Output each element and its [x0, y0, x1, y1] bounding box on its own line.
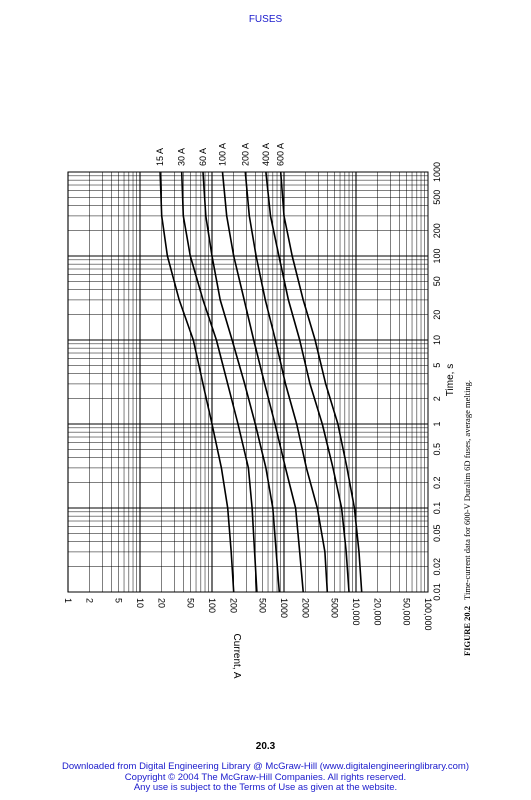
current-tick-label: 50,000: [401, 598, 412, 626]
series-label: 100 A: [217, 142, 228, 166]
current-tick-label: 2000: [300, 598, 311, 619]
time-tick-label: 0.05: [432, 524, 442, 543]
fuse-curve: [182, 172, 257, 592]
current-tick-label: 5: [113, 598, 124, 604]
time-axis-label: Time, s: [445, 363, 456, 397]
time-tick-label: 2: [432, 396, 442, 402]
time-tick-label: 0.2: [432, 476, 442, 489]
current-tick-label: 1: [63, 598, 73, 604]
series-label: 30 A: [176, 147, 187, 166]
current-tick-label: 500: [257, 598, 268, 614]
time-tick-labels: [432, 162, 442, 601]
current-tick-label: 100: [207, 598, 217, 614]
time-tick-label: 500: [432, 189, 442, 205]
current-tick-labels: [63, 598, 433, 631]
series-label: 400 A: [260, 142, 271, 166]
footer-terms-line: Any use is subject to the Terms of Use as given at the website.: [133, 782, 398, 793]
page-number: 20.3: [255, 741, 276, 752]
time-tick-label: 0.1: [432, 501, 442, 515]
time-tick-label: 0.5: [432, 443, 442, 456]
current-tick-label: 50: [185, 598, 196, 609]
fuse-curve: [160, 172, 234, 592]
time-tick-label: 1: [432, 421, 442, 427]
time-tick-label: 0.01: [432, 583, 442, 601]
time-tick-label: 10: [432, 334, 442, 346]
current-tick-label: 100,000: [423, 598, 433, 631]
series-label: 15 A: [155, 147, 166, 166]
current-tick-label: 200: [228, 598, 239, 614]
time-tick-label: 50: [432, 276, 442, 287]
series-label: 60 A: [198, 147, 209, 166]
current-tick-label: 20,000: [372, 598, 383, 626]
current-tick-label: 10: [135, 598, 145, 609]
time-tick-label: 200: [432, 223, 442, 239]
series-label: 200 A: [240, 142, 251, 166]
chart-grid: [68, 172, 428, 592]
time-tick-label: 5: [432, 362, 442, 368]
time-tick-label: 20: [432, 309, 442, 320]
current-tick-label: 5000: [329, 598, 340, 619]
figure-caption-text: Time-current data for 600-V Duralim 6D fuses, average melting.: [462, 379, 472, 600]
time-tick-label: 1000: [432, 161, 442, 183]
figure-caption: [462, 380, 472, 656]
fuse-curve: [266, 172, 349, 592]
footer-download-line: Downloaded from Digital Engineering Library @ McGraw-Hill (www.digitalengineeringlibrary.com): [61, 761, 470, 772]
figure-label: FIGURE 20.2: [462, 605, 472, 656]
running-head: FUSES: [248, 14, 283, 25]
time-tick-label: 100: [432, 248, 442, 264]
current-axis-label: Current, A: [231, 633, 242, 679]
current-tick-label: 2: [84, 598, 95, 604]
footer-copyright-line: Copyright © 2004 The McGraw-Hill Companies. All rights reserved.: [124, 772, 407, 783]
current-tick-label: 10,000: [351, 598, 361, 626]
current-tick-label: 1000: [279, 598, 289, 619]
series-labels: [155, 143, 286, 166]
plot-frame: [68, 172, 428, 592]
current-tick-label: 20: [156, 598, 167, 609]
fuse-curve: [223, 172, 304, 592]
series-label: 600 A: [275, 142, 286, 166]
time-tick-label: 0.02: [432, 557, 442, 576]
fuse-curve: [245, 172, 327, 592]
